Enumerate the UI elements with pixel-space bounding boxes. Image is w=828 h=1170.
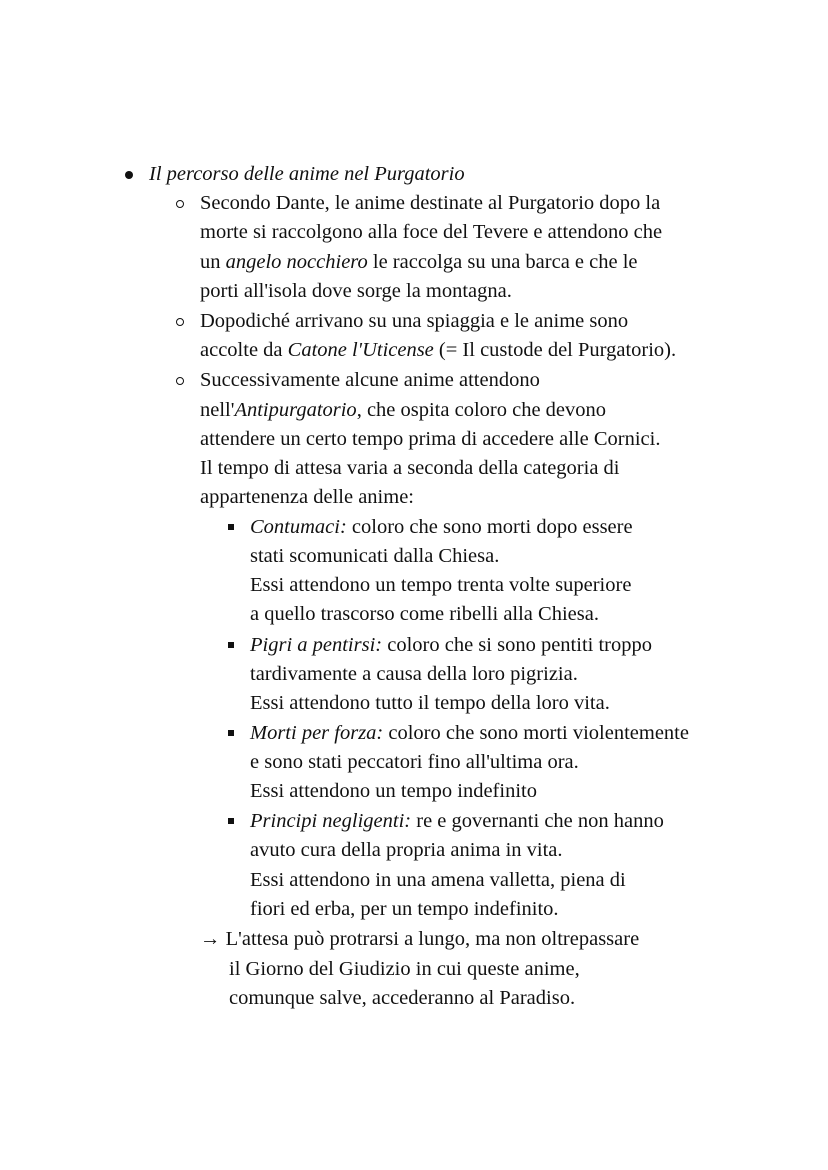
section-title: Il percorso delle anime nel Purgatorio bbox=[149, 163, 465, 185]
category-1-line-2: stati scomunicati dalla Chiesa. bbox=[250, 545, 500, 567]
point-1-line-2: morte si raccolgono alla foce del Tevere e attendono che bbox=[200, 221, 663, 243]
category-3-line-3: Essi attendono un tempo indefinito bbox=[250, 780, 537, 802]
conclusion-line-2: il Giorno del Giudizio in cui queste anime, bbox=[229, 958, 580, 980]
category-2-line-3: Essi attendono tutto il tempo della loro vita. bbox=[250, 692, 610, 714]
bullet-square-icon bbox=[228, 730, 234, 736]
category-2-line-2: tardivamente a causa della loro pigrizia. bbox=[250, 663, 578, 685]
category-3-line-2: e sono stati peccatori fino all'ultima ora. bbox=[250, 751, 579, 773]
category-4-line-3: Essi attendono in una amena valletta, piena di bbox=[250, 869, 626, 891]
bullet-square-icon bbox=[228, 818, 234, 824]
point-1-line-1: Secondo Dante, le anime destinate al Purgatorio dopo la bbox=[200, 192, 661, 214]
point-3-line-4: Il tempo di attesa varia a seconda della categoria di bbox=[200, 457, 620, 479]
category-4-line-1: Principi negligenti: re e governanti che non hanno bbox=[250, 810, 664, 832]
point-1-line-4: porti all'isola dove sorge la montagna. bbox=[200, 280, 512, 302]
category-4-line-4: fiori ed erba, per un tempo indefinito. bbox=[250, 898, 559, 920]
point-1-line-3: un angelo nocchiero le raccolga su una barca e che le bbox=[200, 251, 638, 273]
point-2-line-2: accolte da Catone l'Uticense (= Il custode del Purgatorio). bbox=[200, 339, 677, 361]
category-1-line-3: Essi attendono un tempo trenta volte superiore bbox=[250, 574, 632, 596]
category-1-line-4: a quello trascorso come ribelli alla Chiesa. bbox=[250, 603, 599, 625]
bullet-disc-icon bbox=[125, 171, 133, 179]
point-3-line-2: nell'Antipurgatorio, che ospita coloro che devono bbox=[200, 399, 607, 421]
category-4-line-2: avuto cura della propria anima in vita. bbox=[250, 839, 563, 861]
point-3-line-3: attendere un certo tempo prima di accedere alle Cornici. bbox=[200, 428, 661, 450]
point-3-line-5: appartenenza delle anime: bbox=[200, 486, 414, 508]
arrow-right-icon: → bbox=[200, 928, 221, 950]
bullet-circle-icon bbox=[176, 318, 184, 326]
category-3-line-1: Morti per forza: coloro che sono morti violentemente bbox=[250, 722, 689, 744]
category-1-line-1: Contumaci: coloro che sono morti dopo essere bbox=[250, 516, 633, 538]
bullet-square-icon bbox=[228, 524, 234, 530]
bullet-square-icon bbox=[228, 642, 234, 648]
point-3-line-1: Successivamente alcune anime attendono bbox=[200, 369, 540, 391]
conclusion-line-1: → L'attesa può protrarsi a lungo, ma non oltrepassare bbox=[200, 928, 640, 950]
point-2-line-1: Dopodiché arrivano su una spiaggia e le anime sono bbox=[200, 310, 629, 332]
bullet-circle-icon bbox=[176, 377, 184, 385]
category-2-line-1: Pigri a pentirsi: coloro che si sono pentiti troppo bbox=[250, 634, 652, 656]
conclusion-line-3: comunque salve, accederanno al Paradiso. bbox=[229, 987, 576, 1009]
bullet-circle-icon bbox=[176, 200, 184, 208]
